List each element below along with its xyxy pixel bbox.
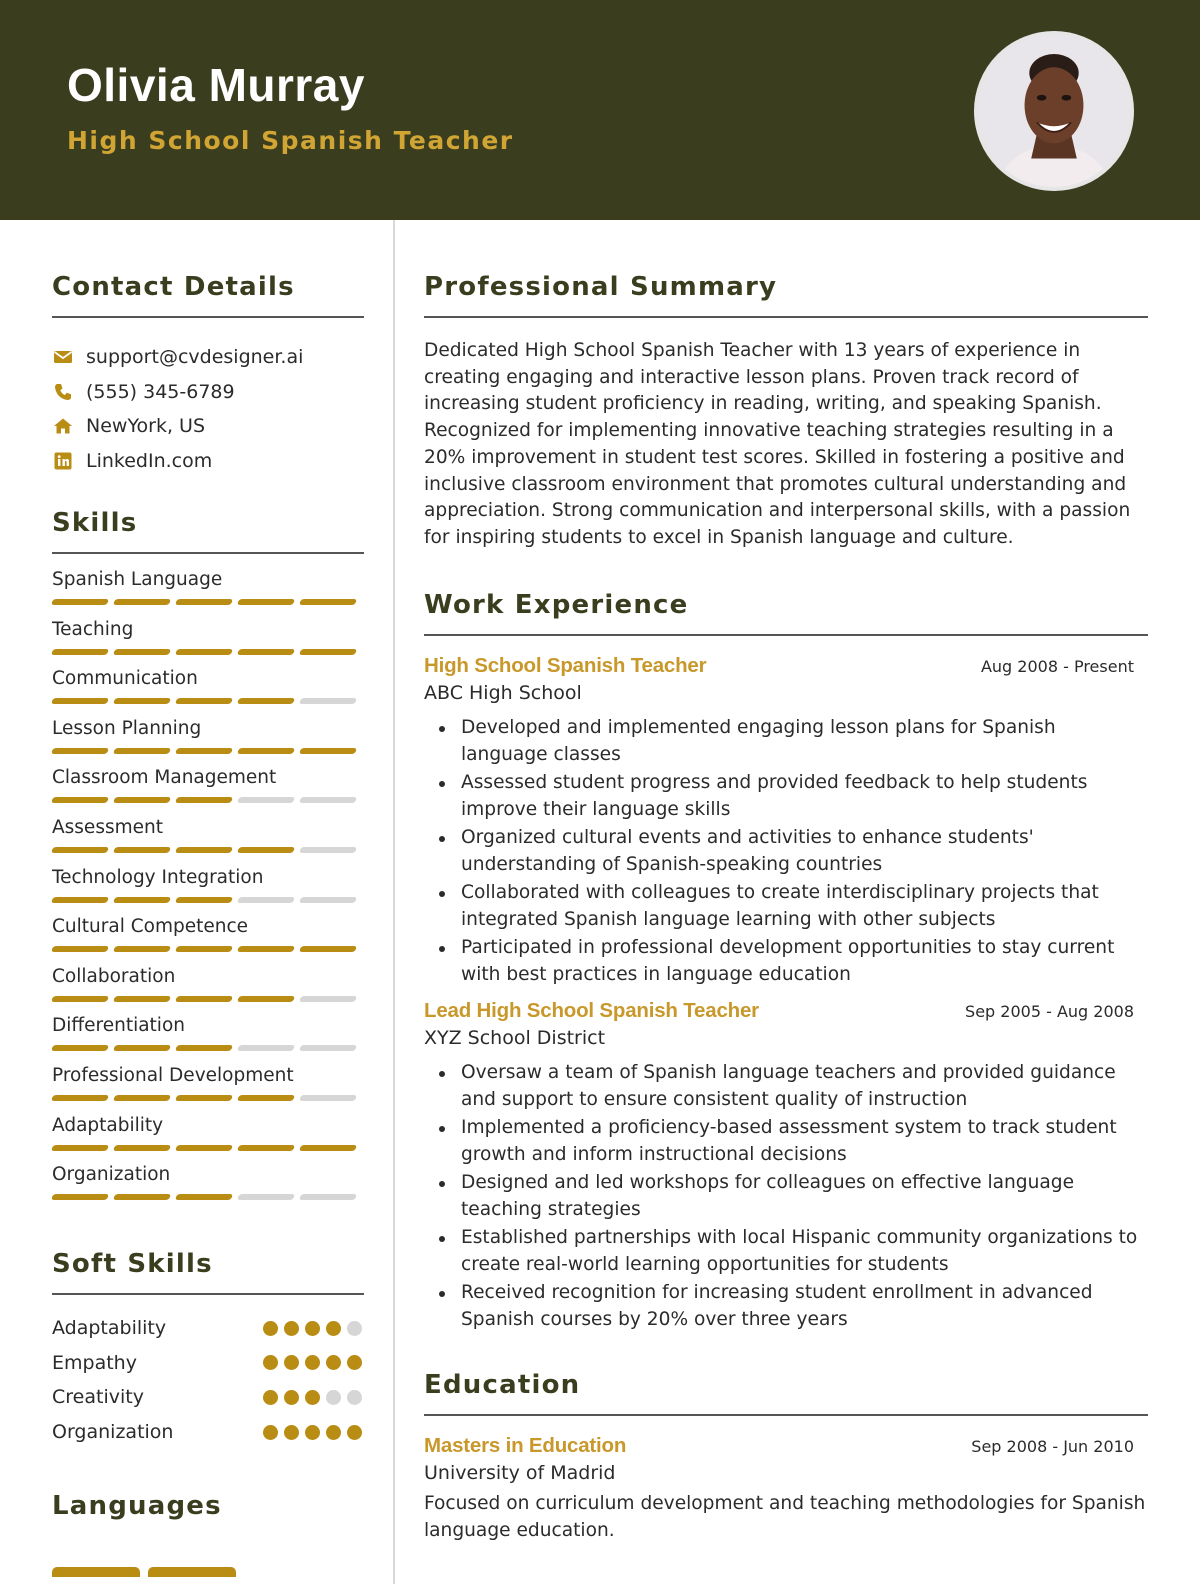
job-dates: Aug 2008 - Present (980, 656, 1134, 676)
mail-icon (52, 346, 74, 368)
skill-level-segment (113, 698, 171, 704)
skill-item (52, 963, 364, 1013)
skill-name: Spanish Language (52, 569, 223, 590)
rating-dot (263, 1321, 278, 1336)
avatar-portrait (978, 35, 1130, 187)
skill-name: Teaching (52, 618, 134, 640)
soft-skill-name: Creativity (52, 1386, 144, 1409)
skill-level-segment (175, 996, 233, 1002)
education-entry (424, 1434, 1148, 1544)
soft-skill-name: Adaptability (52, 1317, 167, 1340)
soft-skill-rating (263, 1321, 362, 1336)
skill-level-bars (52, 599, 364, 605)
section-rule (424, 1414, 1148, 1416)
skills-heading: Skills (52, 508, 138, 538)
skill-level-segment (51, 847, 109, 853)
rating-dot (305, 1390, 320, 1405)
skill-level-segment (299, 698, 357, 704)
skill-level-segment (51, 698, 109, 704)
skill-level-segment (113, 1095, 171, 1101)
job-bullet: Received recognition for increasing student enrollment in advanced Spanish courses by 20% over three years (424, 1279, 1148, 1334)
soft-skill-rating (263, 1390, 362, 1405)
rating-dot (284, 1321, 299, 1336)
skill-level-segment (237, 996, 295, 1002)
skill-item (52, 665, 364, 715)
skill-item (52, 913, 364, 963)
skill-level-segment (237, 946, 295, 952)
job-bullet: Organized cultural events and activities to enhance students' understanding of Spanish-speaking countries (424, 824, 1148, 879)
language-bars (52, 1567, 364, 1577)
education-description: Focused on curriculum development and teaching methodologies for Spanish language education. (424, 1492, 1146, 1541)
skill-level-segment (237, 797, 295, 803)
summary-section (424, 272, 1148, 552)
soft-skill-item (52, 1345, 364, 1380)
skill-level-segment (51, 1045, 109, 1051)
candidate-title: High School Spanish Teacher (67, 126, 514, 155)
skill-level-segment (299, 748, 357, 754)
skill-level-segment (175, 847, 233, 853)
contact-location (52, 409, 364, 444)
section-rule (52, 1293, 364, 1295)
rating-dot (347, 1355, 362, 1370)
skill-level-segment (51, 1095, 109, 1101)
skill-level-segment (51, 649, 109, 655)
contact-linkedin-text: LinkedIn.com (86, 449, 213, 472)
skill-level-segment (113, 1145, 171, 1151)
rating-dot (284, 1390, 299, 1405)
soft-skill-rating (263, 1355, 362, 1370)
experience-heading: Work Experience (424, 589, 689, 620)
job-bullet: Developed and implemented engaging lesson plans for Spanish language classes (424, 714, 1148, 769)
left-column (52, 220, 364, 1577)
contact-section (52, 272, 364, 478)
candidate-name: Olivia Murray (67, 59, 365, 111)
soft-skill-item (52, 1311, 364, 1346)
job-bullets (424, 1059, 1148, 1334)
skill-level-segment (175, 1045, 233, 1051)
contact-linkedin[interactable] (52, 444, 364, 479)
skill-item (52, 864, 364, 914)
skill-level-segment (175, 698, 233, 704)
skill-level-segment (51, 599, 109, 605)
skill-level-bars (52, 698, 364, 704)
rating-dot (347, 1321, 362, 1336)
linkedin-icon (52, 450, 74, 472)
skill-level-segment (237, 1145, 295, 1151)
soft-skill-name: Organization (52, 1421, 174, 1444)
skill-level-segment (175, 946, 233, 952)
skill-level-segment (51, 897, 109, 903)
skill-level-segment (51, 946, 109, 952)
summary-text: Dedicated High School Spanish Teacher with 13 years of experience in creating engaging and interactive lesson plans. Proven track record of increasing student proficiency in reading, writing, and speaking Spanish. Recognized for implementing innovative teaching strategies resulting in a 20% improvement in student test scores. Skilled in fostering a positive and inclusive classroom environment that promotes cultural understanding and appreciation. Strong communication and interpersonal skills, with a passion for inspiring students to excel in Spanish language and culture. (424, 340, 1131, 548)
skill-level-bars (52, 797, 364, 803)
rating-dot (326, 1425, 341, 1440)
skill-level-segment (299, 1095, 357, 1101)
skill-level-segment (237, 698, 295, 704)
job-dates: Sep 2005 - Aug 2008 (965, 1001, 1134, 1021)
skill-item (52, 1012, 364, 1062)
skill-level-segment (175, 599, 233, 605)
skill-item (52, 566, 364, 616)
job-bullets (424, 714, 1148, 989)
rating-dot (326, 1321, 341, 1336)
skill-item (52, 715, 364, 765)
skill-level-bars (52, 1095, 364, 1101)
skill-name: Assessment (52, 816, 163, 838)
rating-dot (326, 1355, 341, 1370)
skill-name: Technology Integration (52, 866, 264, 888)
contact-phone[interactable] (52, 375, 364, 410)
education-dates: Sep 2008 - Jun 2010 (971, 1436, 1134, 1456)
school-name: University of Madrid (424, 1461, 616, 1484)
skill-level-segment (175, 1095, 233, 1101)
skill-level-segment (237, 1194, 295, 1200)
skill-level-segment (237, 649, 295, 655)
skill-name: Classroom Management (52, 767, 277, 789)
skill-level-segment (51, 996, 109, 1002)
rating-dot (305, 1321, 320, 1336)
skill-level-bars (52, 847, 364, 853)
skill-level-segment (175, 1145, 233, 1151)
skill-level-segment (237, 1095, 295, 1101)
job-bullet: Established partnerships with local Hispanic community organizations to create real-world learning opportunities for students (424, 1224, 1148, 1279)
summary-heading: Professional Summary (424, 272, 778, 302)
skills-list (52, 566, 364, 1211)
rating-dot (263, 1355, 278, 1370)
degree-title: Masters in Education (424, 1433, 627, 1457)
column-divider (393, 220, 395, 1584)
skill-level-segment (113, 1045, 171, 1051)
skill-level-segment (299, 847, 357, 853)
skill-level-segment (237, 748, 295, 754)
job-title: High School Spanish Teacher (424, 653, 707, 677)
skill-level-bars (52, 649, 364, 655)
job-title: Lead High School Spanish Teacher (424, 998, 759, 1022)
job-entry (424, 654, 1148, 989)
skill-level-segment (299, 649, 357, 655)
skill-level-segment (113, 897, 171, 903)
contact-phone-text: (555) 345-6789 (86, 380, 235, 403)
skill-level-segment (299, 897, 357, 903)
rating-dot (305, 1355, 320, 1370)
skill-level-segment (113, 946, 171, 952)
skill-level-bars (52, 897, 364, 903)
section-rule (52, 316, 364, 318)
contact-list (52, 340, 364, 478)
soft-skill-item (52, 1380, 364, 1415)
skill-level-segment (51, 1145, 109, 1151)
languages-heading: Languages (52, 1491, 222, 1522)
skill-level-segment (299, 1145, 357, 1151)
contact-email[interactable] (52, 340, 364, 375)
skill-level-segment (113, 797, 171, 803)
skill-level-segment (51, 748, 109, 754)
skill-item (52, 1161, 364, 1211)
rating-dot (347, 1425, 362, 1440)
skill-level-bars (52, 1194, 364, 1200)
skill-level-segment (51, 1194, 109, 1200)
skills-section (52, 508, 364, 1211)
skill-level-segment (299, 1045, 357, 1051)
skill-name: Organization (52, 1164, 171, 1186)
skill-level-segment (237, 1045, 295, 1051)
skill-level-bars (52, 996, 364, 1002)
skill-level-segment (299, 599, 357, 605)
home-icon (52, 415, 74, 437)
skill-level-segment (175, 649, 233, 655)
job-bullet: Collaborated with colleagues to create interdisciplinary projects that integrated Spanish language learning with other subjects (424, 879, 1148, 934)
skill-name: Professional Development (52, 1064, 294, 1086)
skill-item (52, 764, 364, 814)
experience-section (424, 590, 1148, 1334)
skill-name: Collaboration (52, 965, 176, 987)
languages-section (52, 1491, 364, 1577)
soft-skill-item (52, 1415, 364, 1450)
skill-level-bars (52, 1145, 364, 1151)
skill-level-segment (299, 797, 357, 803)
job-entry (424, 999, 1148, 1334)
skill-level-segment (175, 1194, 233, 1200)
skill-level-segment (175, 748, 233, 754)
skill-item (52, 1112, 364, 1162)
skill-item (52, 616, 364, 666)
rating-dot (263, 1390, 278, 1405)
rating-dot (284, 1425, 299, 1440)
job-bullet: Implemented a proficiency-based assessment system to track student growth and inform instructional decisions (424, 1114, 1148, 1169)
skill-level-segment (237, 847, 295, 853)
soft-skill-rating (263, 1425, 362, 1440)
job-bullet: Participated in professional development opportunities to stay current with best practices in language education (424, 934, 1148, 989)
skill-level-bars (52, 748, 364, 754)
contact-heading: Contact Details (52, 272, 295, 302)
soft-skills-section (52, 1249, 364, 1450)
skill-level-segment (113, 847, 171, 853)
job-company: XYZ School District (424, 1026, 606, 1049)
skill-level-segment (175, 797, 233, 803)
skill-level-segment (237, 599, 295, 605)
contact-email-text: support@cvdesigner.ai (86, 346, 304, 369)
job-bullet: Oversaw a team of Spanish language teachers and provided guidance and support to ensure consistent quality of instruction (424, 1059, 1148, 1114)
section-rule (52, 552, 364, 554)
header-banner (0, 0, 1200, 220)
right-column (424, 220, 1148, 1544)
education-section (424, 1370, 1148, 1544)
job-bullet: Assessed student progress and provided feedback to help students improve their language skills (424, 769, 1148, 824)
profile-photo (974, 31, 1134, 191)
skill-level-segment (113, 748, 171, 754)
skill-level-segment (175, 897, 233, 903)
skill-level-segment (299, 996, 357, 1002)
skill-level-segment (299, 946, 357, 952)
language-bar (148, 1567, 236, 1577)
rating-dot (263, 1425, 278, 1440)
skill-name: Differentiation (52, 1015, 185, 1037)
soft-skills-list (52, 1311, 364, 1450)
soft-skill-name: Empathy (52, 1351, 137, 1374)
skill-level-segment (113, 996, 171, 1002)
section-rule (424, 634, 1148, 636)
rating-dot (284, 1355, 299, 1370)
job-bullet: Designed and led workshops for colleagues on effective language teaching strategies (424, 1169, 1148, 1224)
rating-dot (326, 1390, 341, 1405)
skill-name: Lesson Planning (52, 717, 202, 739)
skill-name: Cultural Competence (52, 916, 249, 938)
skill-item (52, 814, 364, 864)
skill-level-segment (113, 649, 171, 655)
skill-item (52, 1062, 364, 1112)
section-rule (424, 316, 1148, 318)
skill-name: Communication (52, 668, 198, 690)
soft-skills-heading: Soft Skills (52, 1248, 213, 1279)
skill-level-segment (237, 897, 295, 903)
rating-dot (305, 1425, 320, 1440)
contact-location-text: NewYork, US (86, 415, 206, 438)
skill-level-segment (299, 1194, 357, 1200)
skill-level-bars (52, 1045, 364, 1051)
skill-level-segment (113, 1194, 171, 1200)
language-bar (52, 1567, 140, 1577)
phone-icon (52, 381, 74, 403)
skill-level-segment (51, 797, 109, 803)
skill-level-segment (113, 599, 171, 605)
education-heading: Education (424, 1369, 581, 1400)
rating-dot (347, 1390, 362, 1405)
skill-level-bars (52, 946, 364, 952)
skill-name: Adaptability (52, 1114, 164, 1136)
job-company: ABC High School (424, 681, 582, 704)
